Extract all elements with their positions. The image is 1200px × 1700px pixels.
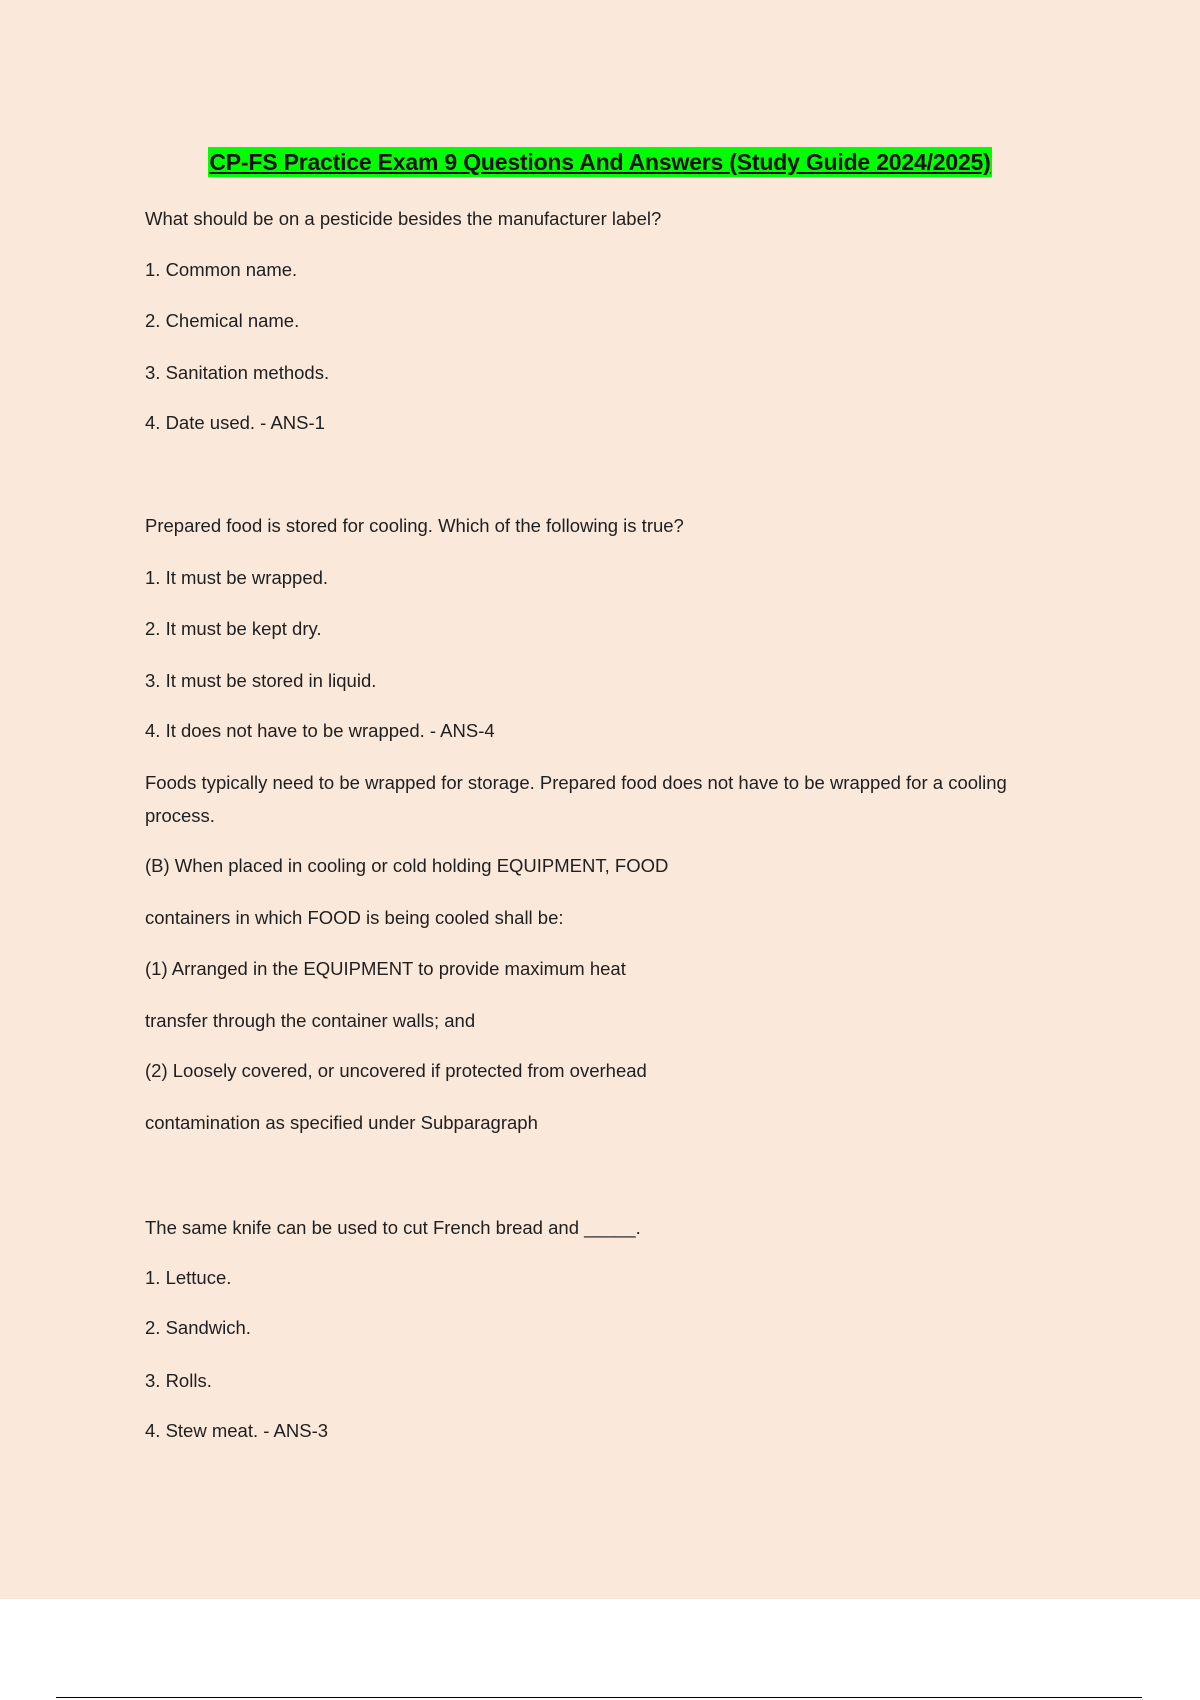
question-3-option-3: 3. Rolls. [145,1370,212,1391]
question-2-option-4-answer: 4. It does not have to be wrapped. - ANS-4 [145,720,495,741]
code-excerpt-line-3: (1) Arranged in the EQUIPMENT to provide maximum heat [145,958,626,979]
question-2-option-2: 2. It must be kept dry. [145,618,322,639]
question-1-text: What should be on a pesticide besides the manufacturer label? [145,208,662,229]
question-3-text: The same knife can be used to cut French bread and _____. [145,1217,641,1238]
question-1-option-2: 2. Chemical name. [145,310,300,331]
code-excerpt-line-5: (2) Loosely covered, or uncovered if protected from overhead [145,1060,647,1081]
footer-divider [56,1697,1142,1698]
document-title: CP-FS Practice Exam 9 Questions And Answers (Study Guide 2024/2025) [209,149,991,175]
question-2-option-1: 1. It must be wrapped. [145,567,329,588]
code-excerpt-line-6: contamination as specified under Subparagraph [145,1112,538,1133]
code-excerpt-line-2: containers in which FOOD is being cooled shall be: [145,907,564,928]
question-3-option-2: 2. Sandwich. [145,1317,251,1338]
question-1-option-1: 1. Common name. [145,259,298,280]
code-excerpt-line-4: transfer through the container walls; and [145,1010,476,1031]
code-excerpt-line-1: (B) When placed in cooling or cold holding EQUIPMENT, FOOD [145,855,669,876]
title-container [0,147,1200,177]
question-1-option-4-answer: 4. Date used. - ANS-1 [145,412,325,433]
question-2-explanation: Foods typically need to be wrapped for storage. Prepared food does not have to be wrapped for a cooling process. [145,772,1007,826]
question-2-option-3: 3. It must be stored in liquid. [145,670,377,691]
question-1-option-3: 3. Sanitation methods. [145,362,330,383]
question-3-option-4-answer: 4. Stew meat. - ANS-3 [145,1420,329,1441]
question-3-option-1: 1. Lettuce. [145,1267,232,1288]
question-2-text: Prepared food is stored for cooling. Which of the following is true? [145,515,684,536]
